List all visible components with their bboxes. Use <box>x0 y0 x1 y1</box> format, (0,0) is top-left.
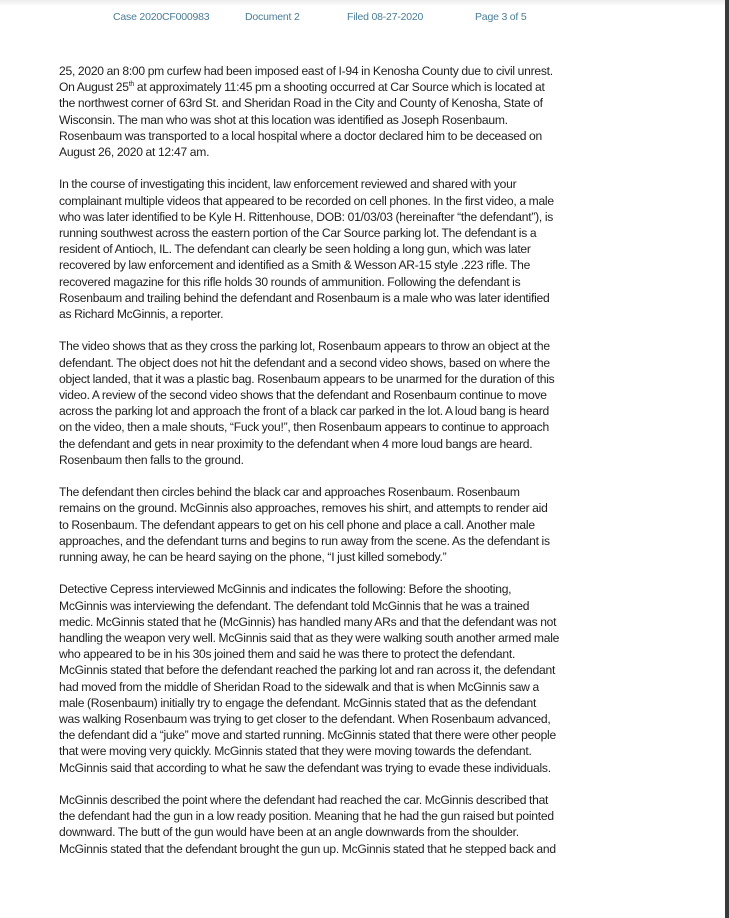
text-line: August 26, 2020 at 12:47 am. <box>59 145 210 160</box>
text-line: object landed, that it was a plastic bag. Rosenbaum appears to be unarmed for the duration of this <box>59 371 555 386</box>
text-line: the northwest corner of 63rd St. and Sheridan Road in the City and County of Kenosha, State of <box>59 96 543 111</box>
text-line: Detective Cepress interviewed McGinnis and indicates the following: Before the shooting, <box>59 582 512 597</box>
text-line: McGinnis described the point where the defendant had reached the car. McGinnis described that <box>59 793 549 808</box>
case-number: Case 2020CF000983 <box>113 11 210 23</box>
paragraph-investigation-videos <box>59 176 674 322</box>
text-line: video. A review of the second video shows that the defendant and Rosenbaum continue to move <box>59 388 547 403</box>
paragraph-aftermath <box>59 484 674 565</box>
text-line: to Rosenbaum. The defendant appears to get on his cell phone and place a call. Another male <box>59 517 535 532</box>
text-line: remains on the ground. McGinnis also approaches, removes his shirt, and attempts to render aid <box>59 501 548 516</box>
text-line: had moved from the middle of Sheridan Road to the sidewalk and that is when McGinnis saw a <box>59 679 539 694</box>
paragraph-curfew-shooting <box>59 63 674 160</box>
text-line: McGinnis was interviewing the defendant. The defendant told McGinnis that he was a trained <box>59 598 530 613</box>
top-shadow <box>0 0 725 6</box>
text-line: downward. The butt of the gun would have been at an angle downwards from the shoulder. <box>59 825 519 840</box>
text-line: Rosenbaum and trailing behind the defendant and Rosenbaum is a male who was later identified <box>59 290 550 305</box>
text-line: McGinnis stated that the defendant brought the gun up. McGinnis stated that he stepped back and <box>59 841 556 856</box>
text-line: McGinnis stated that before the defendant reached the parking lot and ran across it, the defendant <box>59 663 556 678</box>
text-line: resident of Antioch, IL. The defendant can clearly be seen holding a long gun, which was later <box>59 242 531 257</box>
text-line: that were moving very quickly. McGinnis stated that they were moving towards the defendant. <box>59 744 532 759</box>
text-line: was walking Rosenbaum was trying to get closer to the defendant. When Rosenbaum advanced, <box>59 712 551 727</box>
text-line: 25, 2020 an 8:00 pm curfew had been imposed east of I-94 in Kenosha County due to civil unrest. <box>59 64 553 78</box>
paragraph-gun-position <box>59 792 674 857</box>
text-line: handling the weapon very well. McGinnis said that as they were walking south another armed male <box>59 631 560 646</box>
window-edge-bar <box>725 0 729 918</box>
text-line: running southwest across the eastern portion of the Car Source parking lot. The defendant is a <box>59 226 537 241</box>
text-line: on the video, then a male shouts, “Fuck you!”, then Rosenbaum appears to continue to approach <box>59 420 549 435</box>
text-line: the defendant and gets in near proximity to the defendant when 4 more loud bangs are heard. <box>59 436 533 451</box>
text-line: The video shows that as they cross the parking lot, Rosenbaum appears to throw an object at the <box>59 339 550 354</box>
text-line: On August 25th at approximately 11:45 pm a shooting occurred at Car Source which is located at <box>59 80 545 95</box>
filed-date: Filed 08-27-2020 <box>347 11 424 23</box>
text-line: In the course of investigating this incident, law enforcement reviewed and shared with your <box>59 177 517 192</box>
document-body <box>59 63 674 873</box>
text-line: who was later identified to be Kyle H. Rittenhouse, DOB: 01/03/03 (hereinafter “the defendant”), is <box>59 209 554 224</box>
text-line: Wisconsin. The man who was shot at this location was identified as Joseph Rosenbaum. <box>59 112 508 127</box>
text-line: recovered magazine for this rifle holds 30 rounds of ammunition. Following the defendant is <box>59 274 521 289</box>
text-line: across the parking lot and approach the front of a black car parked in the lot. A loud bang is heard <box>59 404 550 419</box>
text-line: male (Rosenbaum) initially try to engage the defendant. McGinnis stated that as the defendant <box>59 695 537 710</box>
text-line: recovered by law enforcement and identified as a Smith & Wesson AR-15 style .223 rifle. The <box>59 258 531 273</box>
paragraph-detective-interview <box>59 581 674 775</box>
text-line: medic. McGinnis stated that he (McGinnis) has handled many ARs and that the defendant was not <box>59 614 557 629</box>
text-line: the defendant did a “juke” move and started running. McGinnis stated that there were other people <box>59 728 556 743</box>
text-line: The defendant then circles behind the black car and approaches Rosenbaum. Rosenbaum <box>59 485 520 500</box>
document-number: Document 2 <box>245 11 300 23</box>
text-line: approaches, and the defendant turns and begins to run away from the scene. As the defendant is <box>59 533 550 548</box>
text-line: as Richard McGinnis, a reporter. <box>59 307 224 322</box>
text-line: who appeared to be in his 30s joined them and said he was there to protect the defendant. <box>59 647 516 662</box>
page-indicator: Page 3 of 5 <box>475 11 527 23</box>
text-line: the defendant had the gun in a low ready position. Meaning that he had the gun raised but pointed <box>59 809 554 824</box>
superscript: th <box>128 81 135 89</box>
text-line: complainant multiple videos that appeared to be recorded on cell phones. In the first video, a male <box>59 193 554 208</box>
text-line: McGinnis said that according to what he saw the defendant was trying to evade these individuals. <box>59 760 551 775</box>
text-line: Rosenbaum was transported to a local hospital where a doctor declared him to be deceased on <box>59 128 543 143</box>
paragraph-video-description <box>59 338 674 468</box>
court-filing-header <box>113 11 527 23</box>
text-line: defendant. The object does not hit the defendant and a second video shows, based on where the <box>59 355 550 370</box>
text-line: Rosenbaum then falls to the ground. <box>59 452 244 467</box>
text-line: running away, he can be heard saying on the phone, “I just killed somebody.” <box>59 550 447 565</box>
